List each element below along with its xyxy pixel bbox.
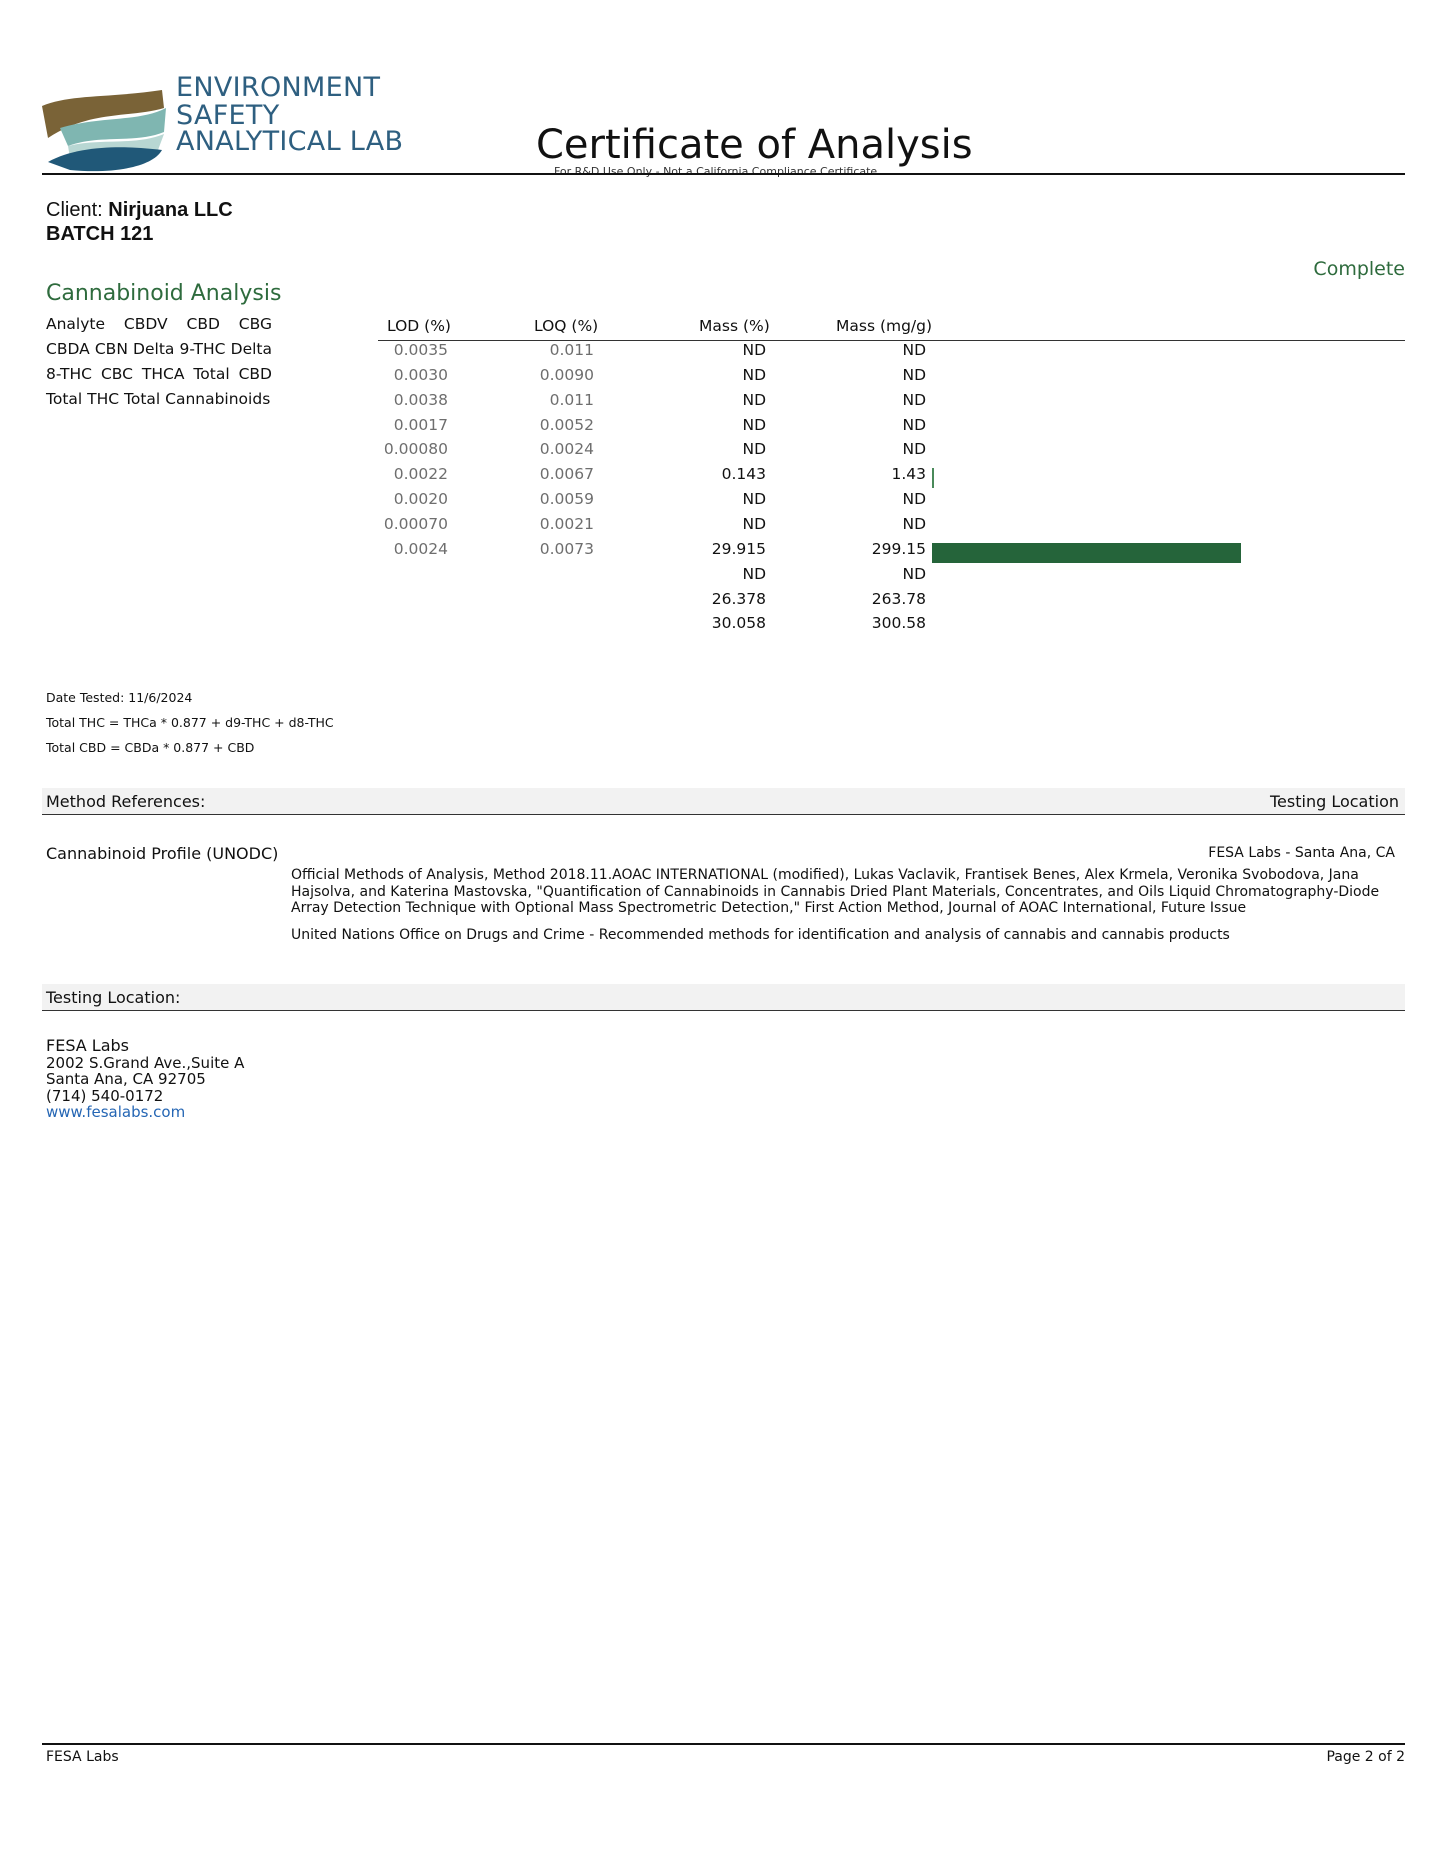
cell-lod: 0.0024	[393, 539, 448, 558]
footer-divider	[42, 1743, 1405, 1745]
cell-mass-mg: ND	[902, 341, 926, 359]
cell-lod: 0.0017	[393, 415, 448, 434]
cell-mass-pct: ND	[742, 564, 766, 583]
testing-location-heading: Testing Location	[1269, 792, 1399, 811]
result-bar	[932, 543, 1241, 563]
cell-mass-pct: ND	[742, 365, 766, 384]
analyte-list: Analyte CBDV CBD CBG CBDA CBN Delta 9-THC Delta 8-THC CBC THCA Total CBD Total THC Total Cannabinoids	[46, 315, 272, 408]
page-title: Certificate of Analysis	[536, 122, 973, 168]
page-subtitle: For R&D Use Only - Not a California Compliance Certificate	[554, 165, 878, 178]
cell-loq: 0.0052	[539, 415, 594, 434]
cell-mass-mg: ND	[902, 514, 926, 533]
cell-mass-pct: 30.058	[711, 614, 766, 633]
cell-mass-mg: 299.15	[871, 539, 926, 558]
cell-mass-pct: 26.378	[711, 589, 766, 608]
testing-location-title: Testing Location:	[46, 988, 181, 1007]
logo-text-environment: ENVIRONMENT	[176, 72, 381, 103]
cell-mass-pct: ND	[742, 440, 766, 459]
method-name: Cannabinoid Profile (UNODC)	[46, 844, 279, 863]
total-thc-formula: Total THC = THCa * 0.877 + d9-THC + d8-THC	[46, 715, 334, 730]
col-header-mass-mg: Mass (mg/g)	[836, 317, 933, 335]
cell-lod: 0.0038	[393, 390, 448, 409]
cell-mass-pct: ND	[742, 341, 766, 359]
cell-mass-mg: 300.58	[871, 614, 926, 633]
col-header-mass-pct: Mass (%)	[699, 317, 770, 335]
logo-text-analytical-lab: ANALYTICAL LAB	[176, 126, 404, 157]
cell-mass-pct: 29.915	[711, 539, 766, 558]
method-references-band	[42, 788, 1405, 815]
client-line	[46, 199, 233, 222]
col-header-loq: LOQ (%)	[534, 317, 599, 335]
lab-address-block	[46, 1038, 244, 1121]
cell-mass-pct: ND	[742, 415, 766, 434]
cell-mass-mg: ND	[902, 490, 926, 509]
client-name: Nirjuana LLC	[108, 199, 233, 221]
col-header-lod: LOD (%)	[387, 317, 451, 335]
cell-lod: 0.00080	[383, 440, 448, 459]
cell-mass-mg: 263.78	[871, 589, 926, 608]
cell-mass-mg: ND	[902, 365, 926, 384]
lab-street: 2002 S.Grand Ave.,Suite A	[46, 1053, 245, 1072]
cell-loq: 0.0073	[539, 539, 594, 558]
logo-text-safety: SAFETY	[176, 100, 280, 131]
section-title: Cannabinoid Analysis	[46, 281, 282, 306]
cell-lod: 0.0020	[393, 490, 448, 509]
cell-mass-mg: ND	[902, 564, 926, 583]
lab-phone: (714) 540-0172	[46, 1086, 164, 1105]
status-label: Complete	[1313, 258, 1405, 280]
cell-loq: 0.0090	[539, 365, 594, 384]
lab-city: Santa Ana, CA 92705	[46, 1070, 206, 1088]
cell-lod: 0.0035	[393, 341, 448, 359]
cell-loq: 0.0024	[539, 440, 594, 459]
cell-loq: 0.0021	[539, 514, 594, 533]
method-reference-unodc: United Nations Office on Drugs and Crime - Recommended methods for identification and analysis of cannabis and cannabis products	[291, 927, 1230, 943]
logo-wave-icon	[40, 88, 170, 170]
method-references-heading: Method References:	[46, 792, 206, 811]
batch-id: BATCH 121	[46, 223, 154, 245]
table-header-divider	[378, 340, 1405, 341]
cell-mass-mg: 1.43	[891, 465, 926, 484]
method-location: FESA Labs - Santa Ana, CA	[1208, 845, 1395, 861]
cell-lod: 0.00070	[383, 514, 448, 533]
result-bar	[932, 468, 934, 488]
total-cbd-formula: Total CBD = CBDa * 0.877 + CBD	[46, 740, 255, 755]
footer-lab-name: FESA Labs	[46, 1749, 119, 1765]
cell-lod: 0.0030	[393, 365, 448, 384]
cell-loq: 0.0059	[539, 490, 594, 509]
cell-loq: 0.0067	[539, 465, 594, 484]
cell-mass-mg: ND	[902, 440, 926, 459]
cell-loq: 0.011	[549, 390, 594, 409]
cell-mass-mg: ND	[902, 415, 926, 434]
cell-mass-pct: 0.143	[721, 465, 766, 484]
date-tested: Date Tested: 11/6/2024	[46, 690, 193, 705]
cell-mass-pct: ND	[742, 514, 766, 533]
header-divider	[42, 173, 1405, 175]
cell-lod: 0.0022	[393, 465, 448, 484]
cell-loq: 0.011	[549, 341, 594, 359]
lab-website-link[interactable]: www.fesalabs.com	[46, 1103, 186, 1121]
page-number: Page 2 of 2	[1326, 1749, 1405, 1765]
cell-mass-pct: ND	[742, 390, 766, 409]
lab-name: FESA Labs	[46, 1036, 130, 1055]
cell-mass-mg: ND	[902, 390, 926, 409]
method-reference-aoac: Official Methods of Analysis, Method 2018.11.AOAC INTERNATIONAL (modified), Lukas Vaclavik, Frantisek Benes, Alex Krmela, Veronika Svobodova, Jana Hajsolva, and Katerina Mastovska, "Quantification of Cannabinoids in Cannabis Dried Plant Materials, Concentrates, and Oils Liquid Chromatography-Diode Array Detection Technique with Optional Mass Spectrometric Detection," First Action Method, Journal of AOAC International, Future Issue	[291, 867, 1380, 916]
testing-location-band	[42, 984, 1405, 1011]
client-label: Client:	[46, 199, 109, 221]
lab-logo	[40, 72, 404, 170]
cell-mass-pct: ND	[742, 490, 766, 509]
